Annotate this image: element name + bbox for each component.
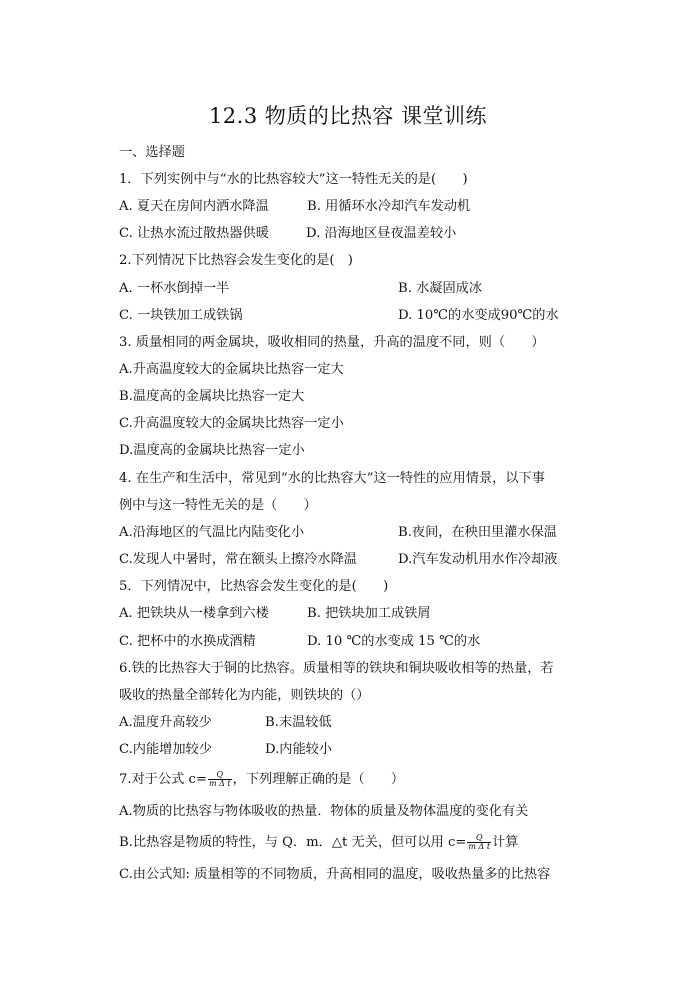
fraction-numerator-b: Q — [467, 834, 491, 843]
question-2-option-b: B. 水凝固成冰 — [398, 281, 483, 296]
question-2-option-d: D. 10℃的水变成90℃的水 — [398, 308, 559, 323]
question-4-option-d: D.汽车发动机用水作冷却液 — [398, 552, 558, 567]
page-title: 12.3 物质的比热容 课堂训练 — [208, 104, 488, 128]
specific-heat-formula-fraction-b — [467, 834, 491, 851]
question-5-option-c: C. 把杯中的水换成酒精 — [119, 634, 256, 649]
question-7-option-b-suffix: 计算 — [492, 835, 519, 850]
question-5-option-b: B. 把铁块加工成铁屑 — [307, 606, 431, 621]
question-4-option-c: C.发现人中暑时，常在额头上擦冷水降温 — [119, 552, 357, 567]
question-6-option-b: B.末温较低 — [265, 715, 332, 730]
fraction-denominator-b: m Δ t — [468, 842, 491, 851]
question-1-option-b: B. 用循环水冷却汽车发动机 — [307, 199, 471, 214]
question-4-option-a: A.沿海地区的气温比内陆变化小 — [119, 525, 305, 540]
question-7-option-b — [119, 834, 518, 852]
question-2-option-c: C. 一块铁加工成铁锅 — [119, 308, 243, 323]
question-3-option-b: B.温度高的金属块比热容一定大 — [119, 389, 305, 404]
question-1-option-d: D. 沿海地区昼夜温差较小 — [306, 226, 457, 241]
question-1-option-c: C. 让热水流过散热器供暖 — [119, 226, 269, 241]
section-heading: 一、选择题 — [119, 145, 185, 160]
question-7-stem-suffix: ，下列理解正确的是（ ） — [232, 772, 405, 787]
question-6-option-d: D.内能较小 — [265, 742, 333, 757]
question-6-stem-line-1: 6.铁的比热容大于铜的比热容。质量相等的铁块和铜块吸收相等的热量，若 — [119, 661, 554, 676]
fraction-denominator: m Δ t — [208, 779, 231, 788]
question-2-stem: 2.下列情况下比热容会发生变化的是( ) — [119, 253, 353, 268]
question-6-option-c: C.内能增加较少 — [119, 742, 212, 757]
question-4-stem-line-2: 例中与这一特性无关的是（ ） — [119, 498, 317, 513]
question-3-stem: 3. 质量相同的两金属块，吸收相同的热量，升高的温度不同，则（ ） — [119, 335, 545, 350]
question-4-stem-line-1: 4. 在生产和生活中，常见到“水的比热容大”这一特性的应用情景，以下事 — [119, 471, 545, 486]
question-6-stem-line-2: 吸收的热量全部转化为内能，则铁块的（） — [119, 688, 370, 703]
question-1-stem: 1．下列实例中与“水的比热容较大”这一特性无关的是( ) — [119, 172, 468, 187]
question-7-stem — [119, 771, 404, 789]
question-2-option-a: A. 一杯水倒掉一半 — [119, 281, 230, 296]
question-7-option-c: C.由公式知: 质量相等的不同物质，升高相同的温度，吸收热量多的比热容 — [119, 867, 551, 882]
question-1-option-a: A. 夏天在房间内洒水降温 — [119, 199, 269, 214]
question-3-option-d: D.温度高的金属块比热容一定小 — [119, 443, 305, 458]
question-6-option-a: A.温度升高较少 — [119, 715, 212, 730]
question-4-option-b: B.夜间，在秧田里灌水保温 — [398, 525, 557, 540]
question-5-option-a: A. 把铁块从一楼拿到六楼 — [119, 606, 269, 621]
question-5-option-d: D. 10 ℃的水变成 15 ℃的水 — [307, 634, 481, 649]
question-3-option-a: A.升高温度较大的金属块比热容一定大 — [119, 362, 344, 377]
question-7-option-a: A.物质的比热容与物体吸收的热量．物体的质量及物体温度的变化有关 — [119, 804, 529, 819]
question-5-stem: 5．下列情况中，比热容会发生变化的是( ) — [119, 579, 389, 594]
question-3-option-c: C.升高温度较大的金属块比热容一定小 — [119, 416, 344, 431]
specific-heat-formula-fraction — [208, 771, 232, 788]
question-7-stem-prefix: 7.对于公式 c= — [119, 772, 207, 787]
question-7-option-b-prefix: B.比热容是物质的特性，与 Q．m．△t 无关，但可以用 c= — [119, 835, 467, 850]
fraction-numerator: Q — [208, 771, 232, 780]
